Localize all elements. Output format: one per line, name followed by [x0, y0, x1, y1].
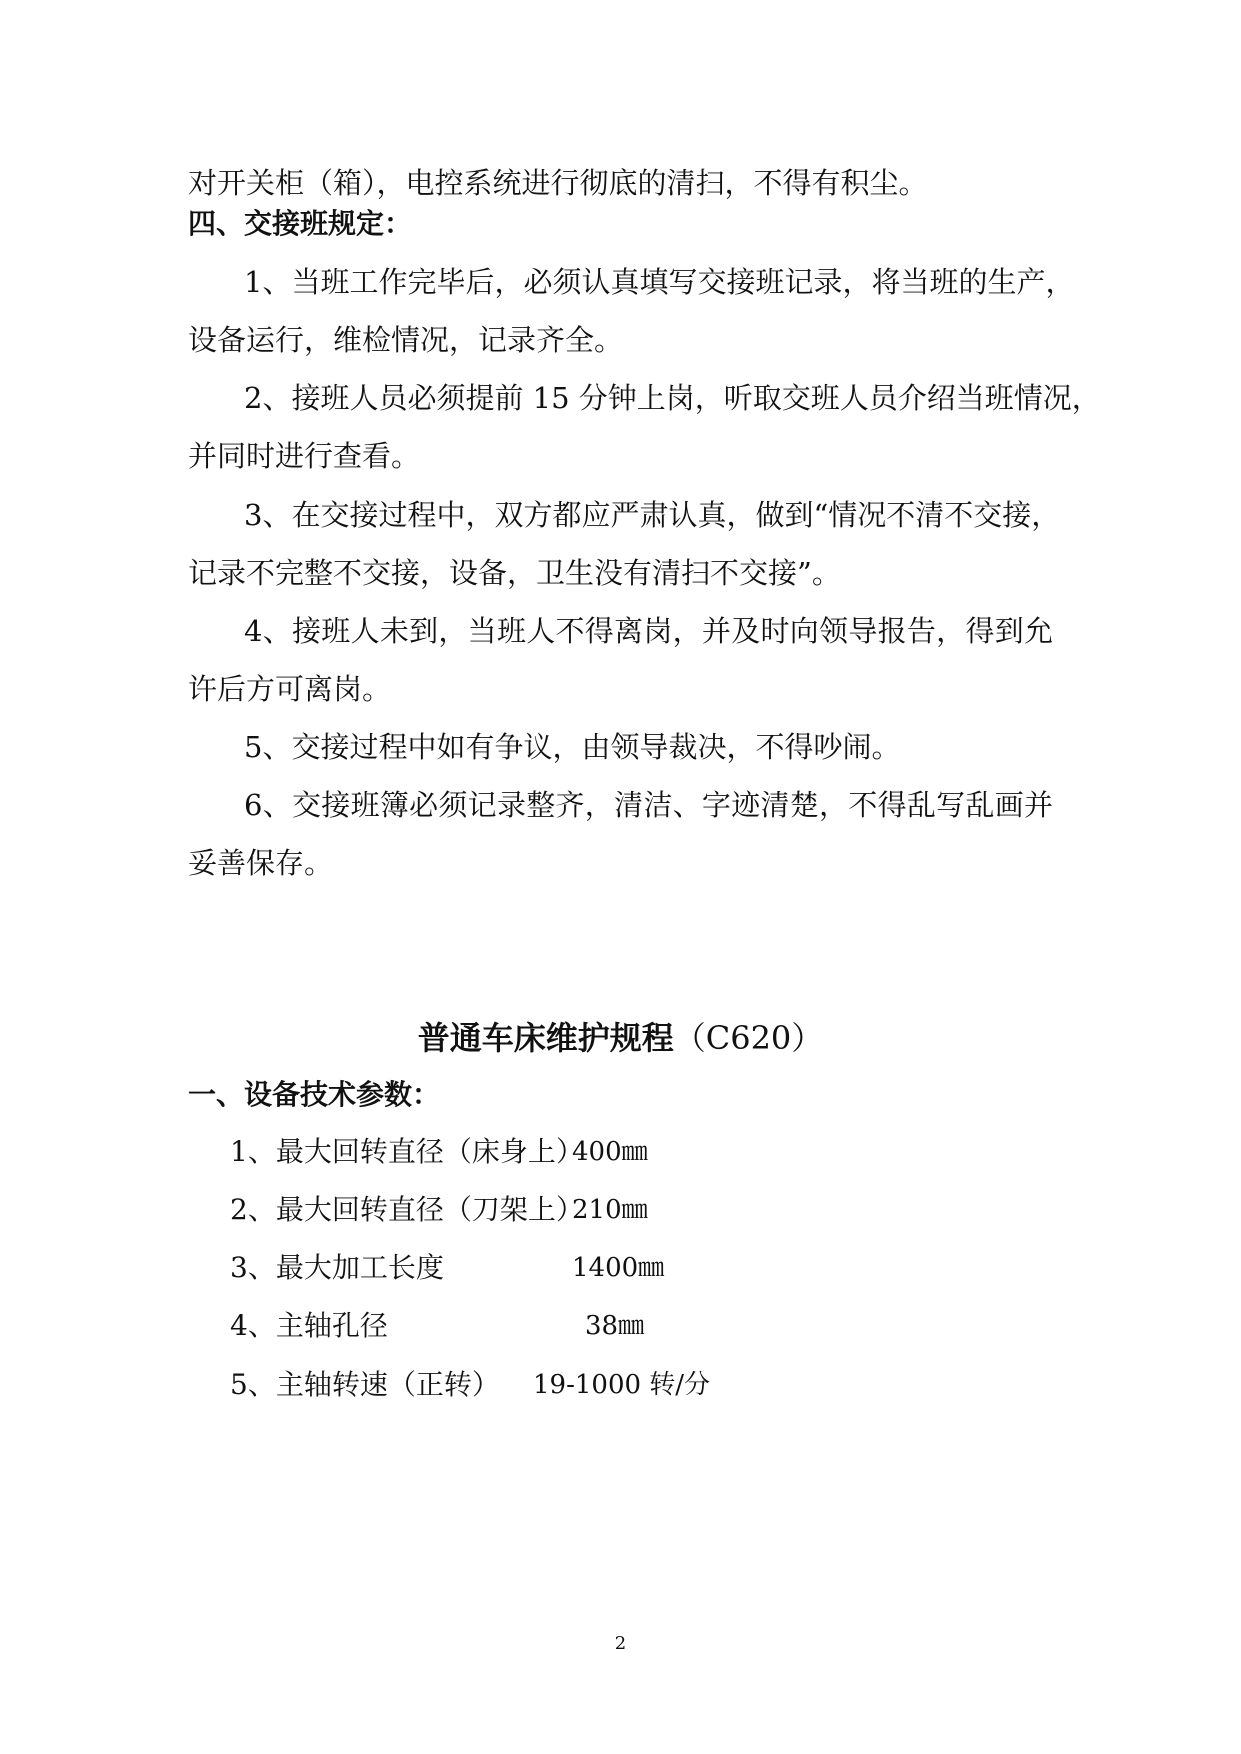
handover-rule-2-line-1: 2、接班人员必须提前 15 分钟上岗，听取交班人员介绍当班情况， — [244, 381, 1101, 415]
handover-rule-5: 5、交接过程中如有争议，由领导裁决，不得吵闹。 — [244, 730, 901, 764]
document-title-model: （C620） — [673, 1019, 824, 1057]
handover-rule-4-line-1: 4、接班人未到，当班人不得离岗，并及时向领导报告，得到允 — [244, 614, 1053, 648]
document-title — [0, 1016, 1241, 1060]
spec-label: 3、最大加工长度 — [230, 1251, 444, 1284]
spec-value: 1400㎜ — [572, 1253, 665, 1283]
spec-label: 5、主轴转速（正转） — [230, 1368, 500, 1401]
spec-value: 400㎜ — [572, 1137, 648, 1167]
continuation-text: 对开关柜（箱），电控系统进行彻底的清扫，不得有积尘。 — [188, 166, 928, 200]
spec-label: 2、最大回转直径（刀架上） — [230, 1193, 584, 1226]
page-number: 2 — [614, 1633, 627, 1654]
section-heading-handover: 四、交接班规定： — [188, 207, 413, 240]
handover-rule-4-line-2: 许后方可离岗。 — [188, 672, 392, 706]
spec-value: 19-1000 转/分 — [533, 1370, 711, 1400]
handover-rule-6-line-1: 6、交接班簿必须记录整齐，清洁、字迹清楚，不得乱写乱画并 — [244, 788, 1053, 822]
spec-label: 4、主轴孔径 — [230, 1309, 388, 1342]
handover-rule-3-line-2: 记录不完整不交接，设备，卫生没有清扫不交接”。 — [188, 556, 841, 590]
handover-rule-1-line-1: 1、当班工作完毕后，必须认真填写交接班记录，将当班的生产， — [244, 265, 1075, 299]
spec-label: 1、最大回转直径（床身上） — [230, 1135, 584, 1168]
handover-rule-3-line-1: 3、在交接过程中，双方都应严肃认真，做到“情况不清不交接， — [244, 498, 1061, 532]
section-heading-specs: 一、设备技术参数： — [188, 1078, 441, 1111]
handover-rule-1-line-2: 设备运行，维检情况，记录齐全。 — [188, 323, 624, 357]
spec-value: 38㎜ — [585, 1311, 645, 1341]
handover-rule-2-line-2: 并同时进行查看。 — [188, 439, 421, 473]
handover-rule-6-line-2: 妥善保存。 — [188, 846, 334, 880]
document-title-main: 普通车床维护规程 — [417, 1019, 674, 1057]
spec-value: 210㎜ — [572, 1195, 648, 1225]
